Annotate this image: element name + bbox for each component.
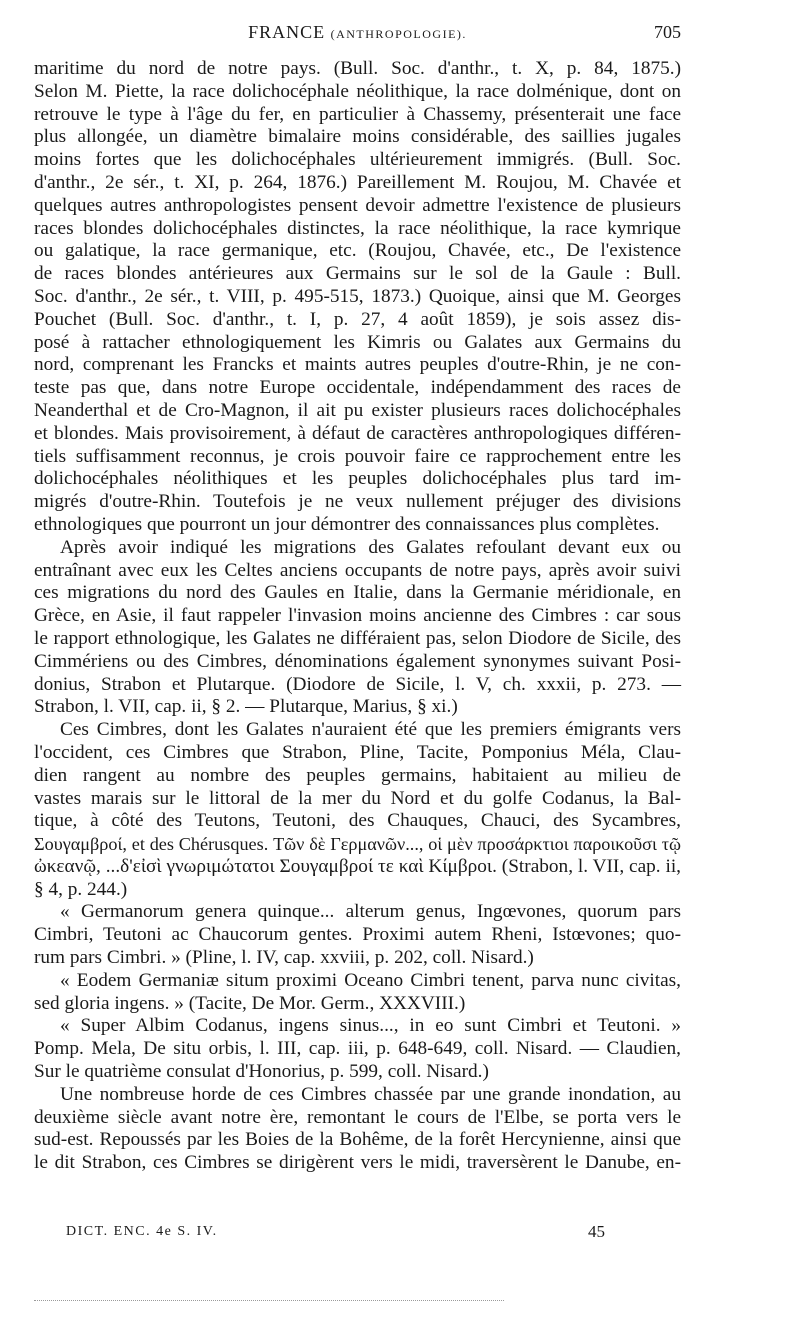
text-line: Cimbri, Teutoni ac Chaucorum gentes. Proximi autem Rheni, Istœvones; quo- bbox=[34, 924, 681, 946]
text-line: quelques autres anthropologistes pensent devoir admettre l'existence de plusieurs bbox=[34, 194, 681, 216]
text-line: Sur le quatrième consulat d'Honorius, p. 599, coll. Nisard.) bbox=[34, 1061, 489, 1083]
text-line: de races blondes antérieures aux Germains sur le sol de la Gaule : Bull. bbox=[34, 263, 681, 285]
text-line: ces migrations du nord des Gaules en Italie, dans la Germanie méridionale, en bbox=[34, 582, 681, 604]
text-line: ethnologiques que pourront un jour démontrer des connaissances plus complètes. bbox=[34, 513, 660, 535]
running-header bbox=[34, 22, 681, 48]
text-line: « Super Albim Codanus, ingens sinus..., in eo sunt Cimbri et Teutoni. » bbox=[60, 1015, 681, 1037]
text-line: Pomp. Mela, De situ orbis, l. III, cap. iii, p. 648-649, coll. Nisard. — Claudien, bbox=[34, 1038, 681, 1060]
text-line: Selon M. Piette, la race dolichocéphale néolithique, la race dolménique, dont on bbox=[34, 80, 681, 102]
text-line: moins fortes que les dolichocéphales ultérieurement immigrés. (Bull. Soc. bbox=[34, 149, 681, 171]
body-text bbox=[34, 58, 681, 1175]
text-line: posé à rattacher ethnologiquement les Kimris ou Galates aux Germains du bbox=[34, 331, 681, 353]
text-line: Soc. d'anthr., 2e sér., t. VIII, p. 495-515, 1873.) Quoique, ainsi que M. Georges bbox=[34, 285, 681, 307]
text-line: sed gloria ingens. » (Tacite, De Mor. Germ., XXXVIII.) bbox=[34, 992, 466, 1014]
text-line: retrouve le type à l'âge du fer, en particulier à Chassemy, présenterait une face bbox=[34, 103, 681, 125]
text-line: rum pars Cimbri. » (Pline, l. IV, cap. xxviii, p. 202, coll. Nisard.) bbox=[34, 947, 534, 969]
text-line: deuxième siècle avant notre ère, remontant le cours de l'Elbe, se porta vers le bbox=[34, 1106, 681, 1128]
text-line: l'occident, ces Cimbres que Strabon, Pline, Tacite, Pomponius Méla, Clau- bbox=[34, 741, 681, 763]
text-line: donius, Strabon et Plutarque. (Diodore de Sicile, l. V, ch. xxxii, p. 273. — bbox=[34, 673, 681, 695]
text-line: races blondes dolichocéphales distinctes, la race néolithique, la race kymrique bbox=[34, 217, 681, 239]
sheet-number: 45 bbox=[588, 1222, 605, 1241]
page-number: 705 bbox=[654, 22, 681, 42]
bleed-through-line bbox=[34, 1300, 504, 1301]
text-line: Une nombreuse horde de ces Cimbres chassée par une grande inondation, au bbox=[60, 1083, 681, 1105]
text-line: ou galatique, la race germanique, etc. (Roujou, Chavée, etc., De l'existence bbox=[34, 240, 681, 262]
text-line: le dit Strabon, ces Cimbres se dirigèrent vers le midi, traversèrent le Danube, en- bbox=[34, 1152, 681, 1174]
text-line: Ces Cimbres, dont les Galates n'auraient été que les premiers émigrants vers bbox=[60, 719, 681, 741]
text-line: teste pas que, dans notre Europe occidentale, indépendamment des races de bbox=[34, 377, 681, 399]
text-line: plus allongée, un diamètre bimalaire moins considérable, des saillies jugales bbox=[34, 126, 681, 148]
text-line: entraînant avec eux les Celtes anciens occupants de notre pays, après avoir suivi bbox=[34, 559, 681, 581]
text-line: tique, à côté des Teutons, Teutoni, des Chauques, Chauci, des Sycambres, bbox=[34, 810, 681, 832]
text-line: d'anthr., 2e sér., t. XI, p. 264, 1876.) Pareillement M. Roujou, M. Chavée et bbox=[34, 171, 681, 193]
text-line: maritime du nord de notre pays. (Bull. Soc. d'anthr., t. X, p. 84, 1875.) bbox=[34, 58, 681, 79]
text-line: dien rangent au nombre des peuples germains, habitaient au milieu de bbox=[34, 764, 681, 786]
text-line: « Germanorum genera quinque... alterum genus, Ingœvones, quorum pars bbox=[60, 901, 681, 923]
header-title: FRANCE bbox=[248, 22, 326, 42]
text-line: Strabon, l. VII, cap. ii, § 2. — Plutarque, Marius, § xi.) bbox=[34, 696, 458, 718]
text-line: § 4, p. 244.) bbox=[34, 878, 128, 900]
document-page bbox=[34, 0, 681, 1332]
text-line: et blondes. Mais provisoirement, à défaut de caractères anthropologiques différen- bbox=[34, 422, 681, 444]
text-line: vastes marais sur le littoral de la mer du Nord et du golfe Codanus, la Bal- bbox=[34, 787, 681, 809]
text-line: Pouchet (Bull. Soc. d'anthr., t. I, p. 27, 4 août 1859), je sois assez dis- bbox=[34, 308, 681, 330]
text-line: Neanderthal et de Cro-Magnon, il ait pu exister plusieurs races dolichocéphales bbox=[34, 399, 681, 421]
text-line: Σουγαμβροί, et des Chérusques. Τῶν δὲ Γερμανῶν..., οἱ μὲν προσάρκτιοι παροικοῦσι τῷ bbox=[34, 834, 681, 855]
printer-signature: DICT. ENC. 4e S. IV. bbox=[66, 1224, 218, 1239]
text-line: Après avoir indiqué les migrations des Galates refoulant devant eux ou bbox=[60, 536, 681, 558]
running-title bbox=[34, 22, 681, 43]
text-line: Cimmériens ou des Cimbres, dénominations également synonymes suivant Posi- bbox=[34, 650, 681, 672]
text-line: « Eodem Germaniæ situm proximi Oceano Cimbri tenent, parva nunc civitas, bbox=[60, 969, 681, 991]
text-line: Grèce, en Asie, il faut rappeler l'invasion moins ancienne des Cimbres : car sous bbox=[34, 605, 681, 627]
page-footer bbox=[34, 1222, 681, 1246]
text-line: nord, comprenant les Francks et maints autres peuples d'outre-Rhin, je ne con- bbox=[34, 354, 681, 376]
text-line: migrés d'outre-Rhin. Toutefois je ne veux nullement préjuger des divisions bbox=[34, 491, 681, 513]
text-line: sud-est. Repoussés par les Boies de la Bohême, de la forêt Hercynienne, ainsi que bbox=[34, 1129, 681, 1151]
text-line: le rapport ethnologique, les Galates ne différaient pas, selon Diodore de Sicile, des bbox=[34, 627, 681, 649]
text-line: ὠκεανῷ, ...δ'εἰσὶ γνωριμώτατοι Σουγαμβροί τε καὶ Κίμβροι. (Strabon, l. VII, cap. ii, bbox=[34, 855, 681, 877]
text-line: tiels suffisamment reconnus, je crois pouvoir faire ce rapprochement entre les bbox=[34, 445, 681, 467]
header-subtitle: (ANTHROPOLOGIE). bbox=[330, 27, 467, 41]
text-line: dolichocéphales néolithiques et les peuples dolichocéphales plus tard im- bbox=[34, 468, 681, 490]
